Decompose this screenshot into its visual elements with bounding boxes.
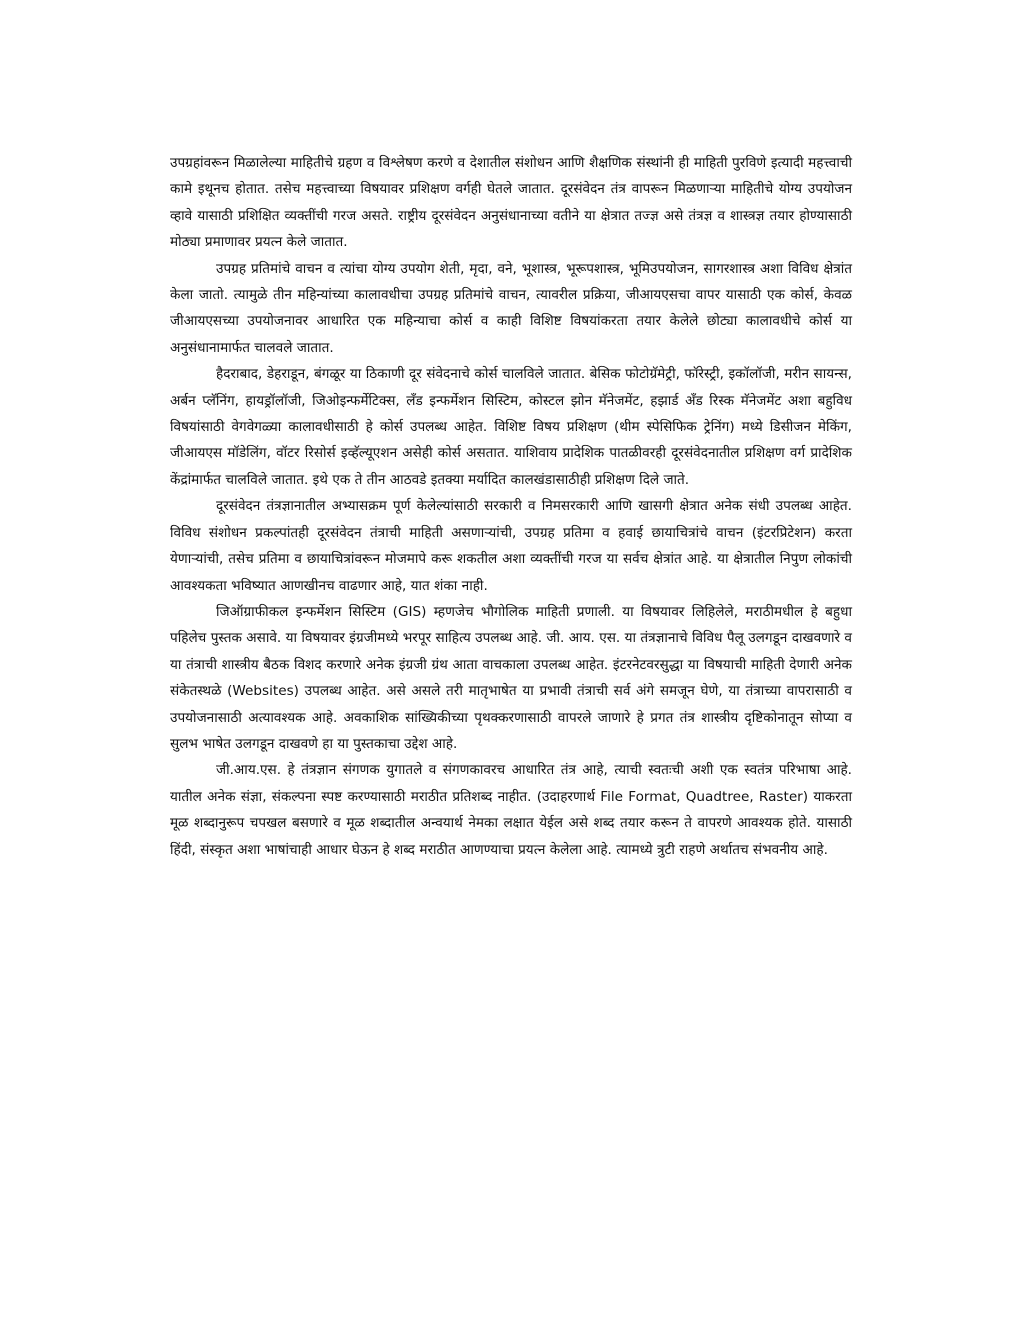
document-body (170, 150, 852, 863)
paragraph-2: उपग्रह प्रतिमांचे वाचन व त्यांचा योग्य उपयोग शेती, मृदा, वने, भूशास्त्र, भूरूपशास्त्र, भूमिउपयोजन, सागरशास्त्र अशा विविध क्षेत्रांत केला जातो. त्यामुळे तीन महिन्यांच्या कालावधीचा उपग्रह प्रतिमांचे वाचन, त्यावरील प्रक्रिया, जीआयएसचा वापर यासाठी एक कोर्स, केवळ जीआयएसच्या उपयोजनावर आधारित एक महिन्याचा कोर्स व काही विशिष्ट विषयांकरता तयार केलेले छोट्या कालावधीचे कोर्स या अनुसंधानामार्फत चालवले जातात. (170, 260, 852, 356)
paragraph-1: उपग्रहांवरून मिळालेल्या माहितीचे ग्रहण व विश्लेषण करणे व देशातील संशोधन आणि शैक्षणिक संस्थांनी ही माहिती पुरविणे इत्यादी महत्त्वाची कामे इथूनच होतात. तसेच महत्त्वाच्या विषयावर प्रशिक्षण वर्गही घेतले जातात. दूरसंवेदन तंत्र वापरून मिळणाऱ्या माहितीचे योग्य उपयोजन व्हावे यासाठी प्रशिक्षित व्यक्तींची गरज असते. राष्ट्रीय दूरसंवेदन अनुसंधानाच्या वतीने या क्षेत्रात तज्ज्ञ असे तंत्रज्ञ व शास्त्रज्ञ तयार होण्यासाठी मोठ्या प्रमाणावर प्रयत्न केले जातात. (170, 155, 852, 251)
paragraph-6: जी.आय.एस. हे तंत्रज्ञान संगणक युगातले व संगणकावरच आधारित तंत्र आहे, त्याची स्वतःची अशी एक स्वतंत्र परिभाषा आहे. यातील अनेक संज्ञा, संकल्पना स्पष्ट करण्यासाठी मराठीत प्रतिशब्द नाहीत. (उदाहरणार्थ File Format, Quadtree, Raster) याकरता मूळ शब्दानुरूप चपखल बसणारे व मूळ शब्दातील अन्वयार्थ नेमका लक्षात येईल असे शब्द तयार करून ते वापरणे आवश्यक होते. यासाठी हिंदी, संस्कृत अशा भाषांचाही आधार घेऊन हे शब्द मराठीत आणण्याचा प्रयत्न केलेला आहे. त्यामध्ये त्रुटी राहणे अर्थातच संभवनीय आहे. (170, 762, 852, 858)
paragraph-4: दूरसंवेदन तंत्रज्ञानातील अभ्यासक्रम पूर्ण केलेल्यांसाठी सरकारी व निमसरकारी आणि खासगी क्षेत्रात अनेक संधी उपलब्ध आहेत. विविध संशोधन प्रकल्पांतही दूरसंवेदन तंत्राची माहिती असणाऱ्यांची, उपग्रह प्रतिमा व हवाई छायाचित्रांचे वाचन (इंटरप्रिटेशन) करता येणाऱ्यांची, तसेच प्रतिमा व छायाचित्रांवरून मोजमापे करू शकतील अशा व्यक्तींची गरज या सर्वच क्षेत्रांत आहे. या क्षेत्रातील निपुण लोकांची आवश्यकता भविष्यात आणखीनच वाढणार आहे, यात शंका नाही. (170, 498, 852, 594)
paragraph-5: जिऑग्राफीकल इन्फर्मेशन सिस्टिम (GIS) म्हणजेच भौगोलिक माहिती प्रणाली. या विषयावर लिहिलेले, मराठीमधील हे बहुधा पहिलेच पुस्तक असावे. या विषयावर इंग्रजीमध्ये भरपूर साहित्य उपलब्ध आहे. जी. आय. एस. या तंत्रज्ञानाचे विविध पैलू उलगडून दाखवणारे व या तंत्राची शास्त्रीय बैठक विशद करणारे अनेक इंग्रजी ग्रंथ आता वाचकाला उपलब्ध आहेत. इंटरनेटवरसुद्धा या विषयाची माहिती देणारी अनेक संकेतस्थळे (Websites) उपलब्ध आहेत. असे असले तरी मातृभाषेत या प्रभावी तंत्राची सर्व अंगे समजून घेणे, या तंत्राच्या वापरासाठी व उपयोजनासाठी अत्यावश्यक आहे. अवकाशिक सांख्यिकीच्या पृथक्करणासाठी वापरले जाणारे हे प्रगत तंत्र शास्त्रीय दृष्टिकोनातून सोप्या व सुलभ भाषेत उलगडून दाखवणे हा या पुस्तकाचा उद्देश आहे. (170, 603, 852, 752)
paragraph-3: हैदराबाद, डेहराडून, बंगळूर या ठिकाणी दूर संवेदनाचे कोर्स चालविले जातात. बेसिक फोटोग्रॅमेट्री, फॉरेस्ट्री, इकॉलॉजी, मरीन सायन्स, अर्बन प्लॅनिंग, हायड्रॉलॉजी, जिओइन्फर्मेटिक्स, लॅंड इन्फर्मेशन सिस्टिम, कोस्टल झोन मॅनेजमेंट, हझार्ड अँड रिस्क मॅनेजमेंट अशा बहुविध विषयांसाठी वेगवेगळ्या कालावधीसाठी हे कोर्स उपलब्ध आहेत. विशिष्ट विषय प्रशिक्षण (थीम स्पेसिफिक ट्रेनिंग) मध्ये डिसीजन मेकिंग, जीआयएस मॉडेलिंग, वॉटर रिसोर्स इव्हॅल्यूएशन असेही कोर्स असतात. याशिवाय प्रादेशिक पातळीवरही दूरसंवेदनातील प्रशिक्षण वर्ग प्रादेशिक केंद्रांमार्फत चालविले जातात. इथे एक ते तीन आठवडे इतक्या मर्यादित कालखंडासाठीही प्रशिक्षण दिले जाते. (170, 366, 852, 488)
